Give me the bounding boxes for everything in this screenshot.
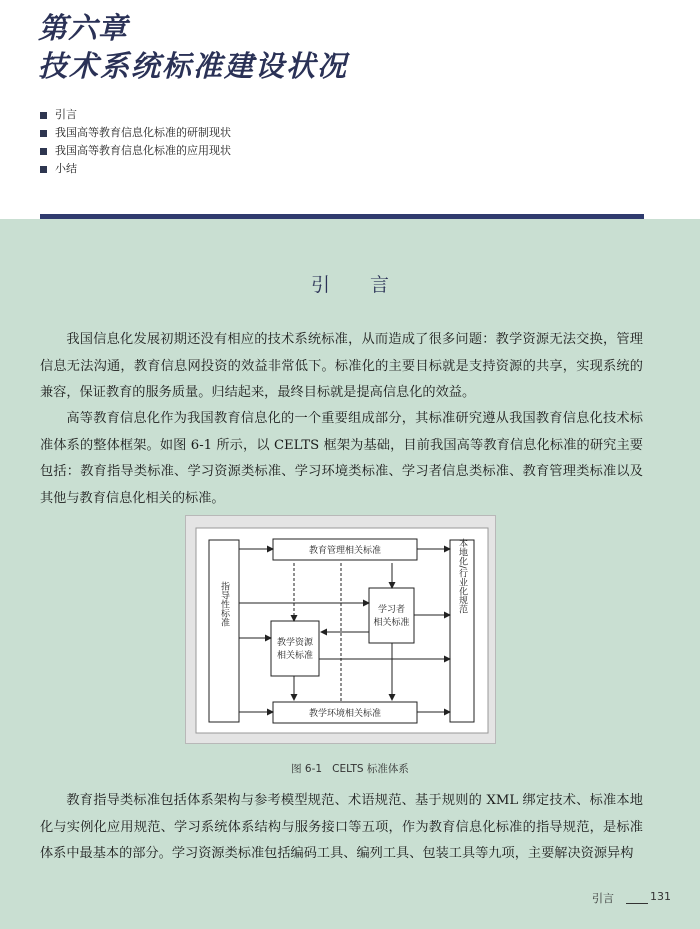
- chapter-number: 第六章: [38, 11, 129, 45]
- box-learner: [369, 588, 414, 643]
- label-learner-2: 相关标准: [373, 618, 410, 628]
- box-guidance: [209, 540, 239, 722]
- box-resource: [271, 621, 319, 676]
- label-guidance: 指导性标准: [219, 581, 229, 627]
- toc-item[interactable]: 引言: [40, 106, 231, 124]
- page-number: 131: [650, 890, 671, 903]
- bullet-square-icon: [40, 166, 47, 173]
- paragraph-3: 教育指导类标准包括体系架构与参考模型规范、术语规范、基于规则的 XML 绑定技术、标准本地化与实例化应用规范、学习系统体系结构与服务接口等五项，作为教育信息化标准的指导规范，是标准体系中最基本的部分。学习资源类标准包括编码工具、编列工具、包装工具等九项，主要解决资源异构: [40, 793, 643, 861]
- toc-item[interactable]: 小结: [40, 160, 231, 178]
- toc-item[interactable]: 我国高等教育信息化标准的应用现状: [40, 142, 231, 160]
- label-learner-1: 学习者: [377, 605, 406, 615]
- chapter-title: 技术系统标准建设状况: [38, 49, 349, 83]
- caption-text: CELTS 标准体系: [332, 763, 409, 775]
- section-title: 引言: [310, 274, 429, 296]
- page-header: [0, 0, 700, 222]
- label-localization: 本地化/行业化规范: [457, 538, 467, 614]
- label-resource-1: 教学资源: [276, 638, 314, 648]
- paragraph-1: 我国信息化发展初期还没有相应的技术系统标准，从而造成了很多问题：教学资源无法交换，管理信息无法沟通，教育信息网投资的效益非常低下。标准化的主要目标就是支持资源的共享，实现系统的兼容，保证教育的服务质量。归结起来，最终目标就是提高信息化的效益。: [40, 332, 643, 400]
- label-resource-2: 相关标准: [276, 651, 314, 661]
- bullet-square-icon: [40, 112, 47, 119]
- label-management: 教育管理相关标准: [308, 546, 382, 556]
- bullet-square-icon: [40, 148, 47, 155]
- footer-underline: [626, 903, 648, 904]
- figure-celts-framework: [185, 515, 496, 744]
- chapter-toc: [40, 106, 231, 178]
- bullet-square-icon: [40, 130, 47, 137]
- figure-caption: [0, 761, 700, 776]
- toc-item[interactable]: 我国高等教育信息化标准的研制现状: [40, 124, 231, 142]
- framework-diagram: [186, 516, 497, 745]
- paragraph-2: 高等教育信息化作为我国教育信息化的一个重要组成部分，其标准研究遵从我国教育信息化技术标准体系的整体框架。如图 6-1 所示，以 CELTS 框架为基础，目前我国高等教育信息化标准的研究主要包括：教育指导类标准、学习资源类标准、学习环境类标准、学习者信息类标准、教育管理类标准以及其他与教育信息化相关的标准。: [40, 411, 643, 506]
- footer-section: 引言: [592, 892, 614, 905]
- label-environment: 教学环境相关标准: [308, 709, 382, 719]
- caption-number: 图 6-1: [291, 763, 323, 775]
